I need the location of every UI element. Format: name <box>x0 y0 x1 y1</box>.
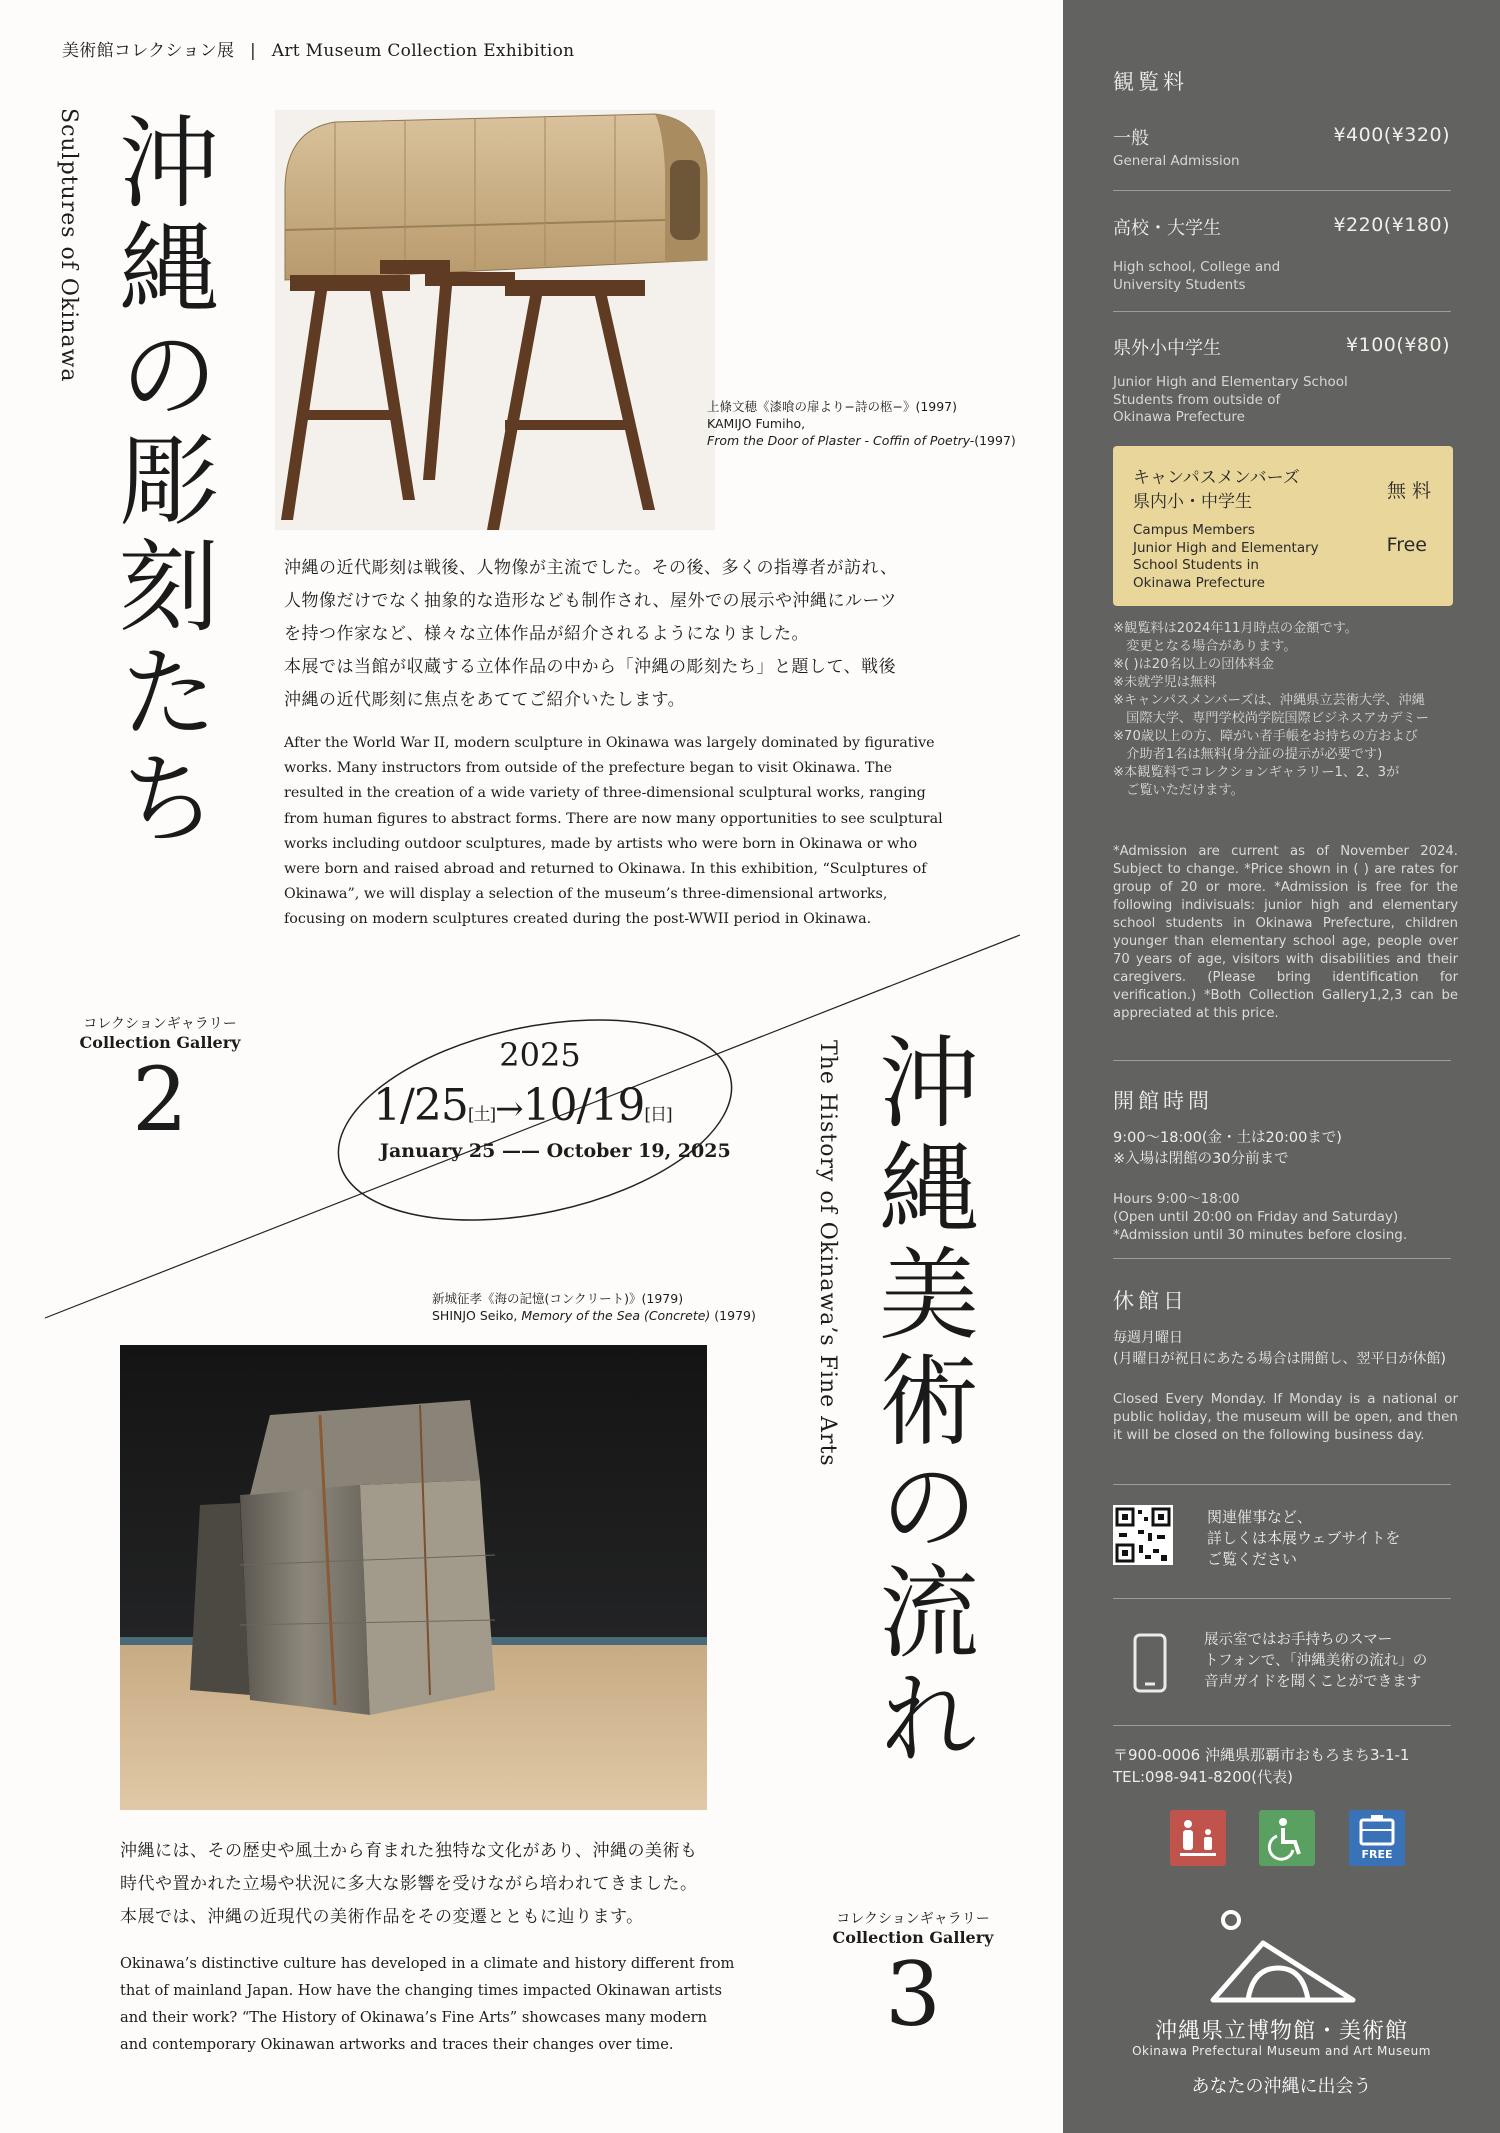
divider <box>1113 1484 1451 1485</box>
row-general-name: 一般 <box>1113 128 1149 149</box>
exhibit1-en-line: focusing on modern sculptures created during the post-WWII period in Okinawa. <box>284 911 872 928</box>
free-box-en-line: Campus Members <box>1133 522 1255 538</box>
hours-en-line: (Open until 20:00 on Friday and Saturday) <box>1113 1209 1399 1225</box>
exhibit2-caption-title: Memory of the Sea (Concrete) <box>521 1308 711 1323</box>
exhibit1-caption-year: (1997) <box>974 433 1016 448</box>
note-line: ※70歳以上の方、障がい者手帳をお持ちの方および <box>1113 729 1418 744</box>
exhibit1-en-line: Okinawa”, we will display a selection of the museum’s three-dimensional artworks, <box>284 886 888 903</box>
date-en: January 25 —— October 19, 2025 <box>380 1140 731 1162</box>
admission-heading: 観覧料 <box>1113 70 1188 94</box>
header-jp: 美術館コレクション展 <box>62 41 235 61</box>
header-separator: | <box>250 41 257 61</box>
row-junior-en-line: Junior High and Elementary School <box>1113 374 1348 390</box>
qr-text-line: 詳しくは本展ウェブサイトを <box>1207 1529 1401 1547</box>
exhibit1-caption-title: From the Door of Plaster - Coffin of Poetry- <box>707 433 975 448</box>
free-admission-box <box>1113 446 1453 606</box>
exhibit1-subtitle: Sculptures of Okinawa <box>56 108 81 383</box>
audio-guide-line: 音声ガイドを聞くことができます <box>1204 1674 1422 1690</box>
closed-jp <box>1113 1328 1446 1370</box>
note-line: ※キャンパスメンバーズは、沖縄県立芸術大学、沖縄 <box>1113 693 1425 708</box>
gallery3-number: 3 <box>885 1943 941 2046</box>
hours-en-line: Hours 9:00〜18:00 <box>1113 1191 1240 1207</box>
row-junior-en-line: Students from outside of <box>1113 391 1281 408</box>
free-box-en-free: Free <box>1386 534 1427 556</box>
exhibit1-jp-line: を持つ作家など、様々な立体作品が紹介されるようになりました。 <box>284 624 809 644</box>
exhibit1-caption-name: KAMIJO Fumiho, <box>707 416 806 431</box>
exhibit2-jp-line: 時代や置かれた立場や状況に多大な影響を受けながら培われてきました。 <box>120 1874 698 1894</box>
hours-en <box>1113 1190 1463 1244</box>
row-junior-price: ¥100(¥80) <box>1346 334 1450 356</box>
note-line: 変更となる場合があります。 <box>1113 639 1297 654</box>
exhibit2-caption-year: (1979) <box>714 1308 756 1323</box>
divider <box>1113 190 1451 191</box>
museum-name-jp: 沖縄県立博物館・美術館 <box>1154 2019 1408 2044</box>
divider <box>1113 1258 1451 1259</box>
gallery2-en: Collection Gallery <box>79 1033 241 1052</box>
exhibit1-en-line: resulted in the creation of a wide variety of three-dimensional sculptural works, ranging <box>284 785 926 802</box>
date-end: 10/19 <box>522 1080 645 1131</box>
exhibit1-title: 沖縄の彫刻たち <box>102 110 219 852</box>
free-locker-icon <box>1349 1810 1405 1866</box>
exhibit1-jp-line: 本展では当館が収蔵する立体作品の中から「沖縄の彫刻たち」と題して、戦後 <box>284 657 897 677</box>
admission-notes-en: *Admission are current as of November 2024. Subject to change. *Price shown in ( ) are rates for group of 20 or more. *Admission is free for the following indivisuals: junior high and elementary school students in Okinawa Prefecture, children younger than elementary school age, people over 70 years of age, visitors with disabilities and their caregivers. (Please bring identification for verification.) *Both Collection Gallery1,2,3 can be appreciated at this price. <box>1113 844 1458 1021</box>
row-junior-en <box>1113 374 1348 427</box>
row-student-price: ¥220(¥180) <box>1333 214 1450 236</box>
row-student-name: 高校・大学生 <box>1113 218 1221 239</box>
audio-guide-line: 展示室ではお手持ちのスマー <box>1204 1632 1393 1648</box>
exhibit2-en-line: and their work? “The History of Okinawa’s Fine Arts” showcases many modern <box>120 2009 707 2026</box>
exhibit1-jp-line: 沖縄の近代彫刻に焦点をあててご紹介いたします。 <box>284 690 686 710</box>
date-end-day: [日] <box>644 1105 672 1125</box>
row-student-en-line: High school, College and <box>1113 259 1281 275</box>
qr-code-icon[interactable] <box>1113 1505 1173 1565</box>
exhibit1-jp-line: 沖縄の近代彫刻は戦後、人物像が主流でした。その後、多くの指導者が訪れ、 <box>284 558 898 578</box>
closed-jp-line: (月曜日が祝日にあたる場合は開館し、翌平日が休館) <box>1113 1351 1446 1367</box>
divider <box>1113 1598 1451 1599</box>
free-label: FREE <box>1361 1848 1393 1861</box>
closed-jp-line: 毎週月曜日 <box>1113 1330 1183 1346</box>
museum-tagline: あなたの沖縄に出会う <box>1191 2076 1372 2097</box>
hours-heading: 開館時間 <box>1113 1089 1213 1113</box>
free-box-en <box>1133 522 1319 592</box>
free-box-jp-line: 県内小・中学生 <box>1133 492 1252 512</box>
row-general-en: General Admission <box>1113 153 1240 169</box>
note-line: 国際大学、専門学校尚学院国際ビジネスアカデミー <box>1113 711 1429 726</box>
qr-text-line: ご覧ください <box>1207 1550 1298 1568</box>
audio-guide-text <box>1204 1630 1427 1693</box>
exhibit2-caption-jp: 新城征孝《海の記憶(コンクリート)》(1979) <box>432 1291 684 1306</box>
row-general-price: ¥400(¥320) <box>1333 124 1450 146</box>
divider <box>1113 311 1451 312</box>
painting-concrete-image <box>120 1345 707 1810</box>
exhibit2-en-line: and contemporary Okinawan artworks and traces their changes over time. <box>120 2036 674 2053</box>
row-student-en <box>1113 259 1280 294</box>
gallery2-jp: コレクションギャラリー <box>83 1016 237 1032</box>
free-box-jp-free: 無 料 <box>1386 480 1431 502</box>
gallery3-en: Collection Gallery <box>832 1928 994 1947</box>
row-student-en-line: University Students <box>1113 276 1246 293</box>
free-box-en-line: Junior High and Elementary <box>1133 539 1319 556</box>
exhibit2-title: 沖縄美術の流れ <box>862 1030 979 1772</box>
info-sidebar <box>1063 0 1500 2133</box>
hours-en-line: *Admission until 30 minutes before closing. <box>1113 1227 1408 1243</box>
hours-jp-line: ※入場は閉館の30分前まで <box>1113 1151 1289 1167</box>
date-year: 2025 <box>499 1036 581 1074</box>
museum-logo-icon <box>1208 1908 1358 2008</box>
divider <box>1113 1060 1451 1061</box>
exhibit2-en-line: that of mainland Japan. How have the changing times impacted Okinawan artists <box>120 1982 722 1999</box>
divider <box>1113 1725 1451 1726</box>
telephone: TEL:098-941-8200(代表) <box>1113 1768 1294 1786</box>
exhibit2-subtitle: The History of Okinawa’s Fine Arts <box>815 1040 840 1467</box>
note-line: 介助者1名は無料(身分証の提示が必要です) <box>1113 747 1383 762</box>
exhibit1-jp-line: 人物像だけでなく抽象的な造形なども制作され、屋外での展示や沖縄にルーツ <box>284 591 897 611</box>
wheelchair-glyph <box>1259 1810 1315 1866</box>
exhibit1-caption-jp: 上條文穂《漆喰の扉より−詩の柩−》(1997) <box>707 399 958 414</box>
address: 〒900-0006 沖縄県那覇市おもろまち3-1-1 <box>1113 1746 1410 1764</box>
gallery2-number: 2 <box>132 1048 188 1151</box>
date-arrow: → <box>495 1089 523 1129</box>
closed-heading: 休館日 <box>1113 1289 1188 1313</box>
qr-text-line: 関連催事など、 <box>1207 1508 1313 1526</box>
smartphone-icon <box>1133 1633 1167 1693</box>
gallery3-label <box>813 1908 1013 2046</box>
note-line: ※未就学児は無料 <box>1113 675 1217 690</box>
header-en: Art Museum Collection Exhibition <box>271 41 575 61</box>
family-restroom-icon <box>1170 1810 1226 1866</box>
note-line: ※観覧料は2024年11月時点の金額です。 <box>1113 621 1358 636</box>
exhibit2-en-text <box>120 1950 760 2058</box>
hours-jp-line: 9:00〜18:00(金・土は20:00まで) <box>1113 1130 1342 1146</box>
audio-guide-line: トフォンで、「沖縄美術の流れ」の <box>1204 1653 1428 1669</box>
closed-en: Closed Every Monday. If Monday is a national or public holiday, the museum will be open, and then it will be closed on the following business day. <box>1113 1391 1458 1443</box>
exhibit2-caption <box>432 1290 756 1324</box>
note-line: ご覧いただけます。 <box>1113 783 1244 798</box>
exhibit1-en-line: works including outdoor sculptures, made by artists who were born in Okinawa or who <box>284 835 918 852</box>
museum-name-en: Okinawa Prefectural Museum and Art Museum <box>1132 2044 1431 2058</box>
exhibit1-en-line: works. Many instructors from outside of the prefecture began to visit Okinawa. The <box>284 760 893 777</box>
date-start: 1/25 <box>373 1080 468 1131</box>
admission-notes-jp <box>1113 620 1463 800</box>
row-junior-name: 県外小中学生 <box>1113 338 1221 359</box>
exhibit2-jp-text <box>120 1835 760 1934</box>
note-line: ※本観覧料でコレクションギャラリー1、2、3が <box>1113 765 1400 780</box>
free-box-jp-line: キャンパスメンバーズ <box>1133 468 1300 488</box>
row-junior-en-line: Okinawa Prefecture <box>1113 409 1245 425</box>
free-box-en-line: Okinawa Prefecture <box>1133 574 1265 591</box>
exhibit2-en-line: Okinawa’s distinctive culture has developed in a climate and history different from <box>120 1955 735 1972</box>
free-box-en-line: School Students in <box>1133 557 1259 573</box>
exhibit2-jp-line: 沖縄には、その歴史や風土から育まれた独特な文化があり、沖縄の美術も <box>120 1841 698 1861</box>
note-line: ※( )は20名以上の団体料金 <box>1113 657 1274 672</box>
locker-glyph <box>1349 1810 1405 1850</box>
gallery3-jp: コレクションギャラリー <box>836 1911 990 1927</box>
hours-jp <box>1113 1128 1342 1170</box>
exhibit1-en-line: were born and raised abroad and returned to Okinawa. In this exhibition, “Sculptures of <box>284 861 927 878</box>
exhibit2-caption-name: SHINJO Seiko, <box>432 1308 518 1323</box>
date-start-day: [土] <box>467 1105 496 1125</box>
date-range <box>373 1080 718 1131</box>
wheelchair-icon <box>1259 1810 1315 1866</box>
exhibit2-jp-line: 本展では、沖縄の近現代の美術作品をその変遷とともに辿ります。 <box>120 1907 644 1927</box>
exhibit1-en-line: After the World War II, modern sculpture in Okinawa was largely dominated by figurative <box>284 735 935 751</box>
qr-text <box>1207 1507 1400 1570</box>
exhibit1-en-line: from human figures to abstract forms. There are now many opportunities to see sculptural <box>284 810 943 827</box>
free-box-jp <box>1133 466 1300 514</box>
family-restroom-glyph <box>1170 1810 1226 1866</box>
